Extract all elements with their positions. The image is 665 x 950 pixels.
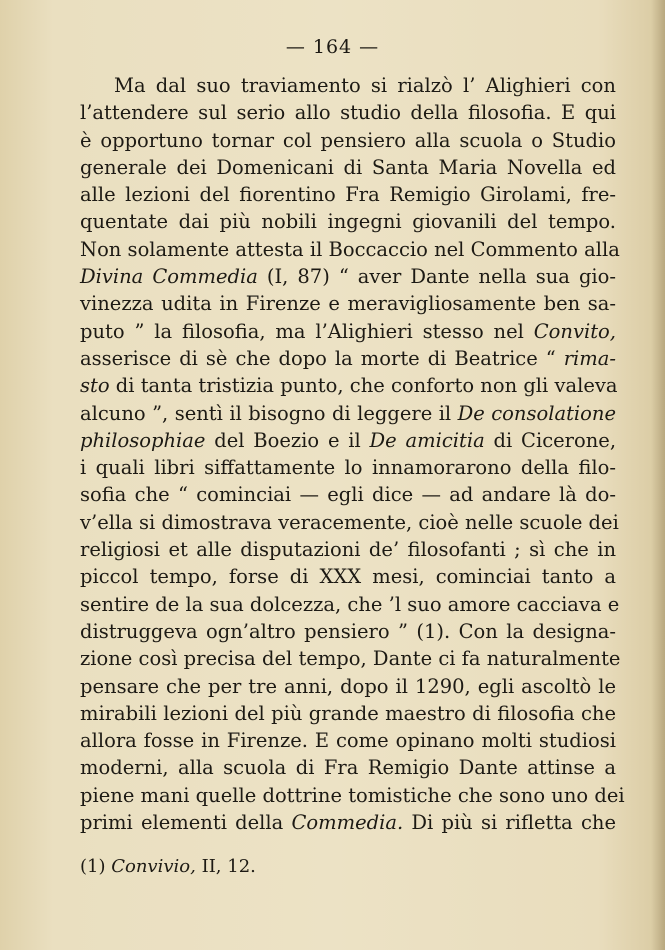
italic-title: Divina Commedia — [80, 265, 258, 289]
italic-title: philosophiae — [80, 428, 206, 452]
text-line: è opportuno tornar col pensiero alla scuola o Studio — [80, 128, 616, 152]
italic-title: De amicitia — [369, 428, 485, 452]
text-line: puto ” la filosofia, ma l’Alighieri stesso nel Convito, — [80, 319, 616, 343]
text-line: i quali libri siffattamente lo innamorarono della filo- — [80, 456, 616, 480]
footnote-source: Convivio, — [111, 856, 196, 877]
italic-quote: sto — [80, 374, 110, 398]
text-line: allora fosse in Firenze. E come opinano molti studiosi — [80, 729, 616, 753]
page-number: — 164 — — [285, 36, 380, 58]
text-line: religiosi et alle disputazioni de’ filosofanti ; sì che in — [80, 538, 616, 562]
italic-title: De consolatione — [457, 401, 616, 425]
text-line: Ma dal suo traviamento si rialzò l’ Alighieri con — [114, 74, 616, 97]
text-line: sofia che “ cominciai — egli dice — ad andare là do- — [80, 483, 616, 507]
text-line: pensare che per tre anni, dopo il 1290, egli ascoltò le — [80, 674, 616, 698]
italic-title: Commedia. — [291, 811, 404, 835]
footnote — [80, 856, 616, 877]
text-line: mirabili lezioni del più grande maestro di filosofia che — [80, 701, 616, 725]
text-line: primi elementi della Commedia. Di più si rifletta che — [80, 811, 617, 835]
text-line: alle lezioni del fiorentino Fra Remigio Girolami, fre- — [80, 183, 616, 207]
text-line: sentire de la sua dolcezza, che ’l suo amore cacciava e — [80, 592, 620, 616]
text-line: moderni, alla scuola di Fra Remigio Dante attinse a — [80, 756, 616, 780]
text-line: Non solamente attesta il Boccaccio nel Commento alla — [80, 237, 620, 261]
italic-title: Convito, — [533, 319, 616, 343]
text-line: distruggeva ogn’altro pensiero ” (1). Con la designa- — [80, 619, 616, 643]
text-line: quentate dai più nobili ingegni giovanili del tempo. — [80, 210, 616, 234]
text-line: vinezza udita in Firenze e meravigliosamente ben sa- — [80, 292, 616, 316]
text-line: sto di tanta tristizia punto, che conforto non gli valeva — [80, 374, 618, 398]
text-line: l’attendere sul serio allo studio della filosofia. E qui — [80, 101, 616, 125]
page-edge-shadow — [651, 0, 665, 950]
text-line: Divina Commedia (I, 87) “ aver Dante nella sua gio- — [80, 265, 616, 289]
text-line: v’ella si dimostrava veracemente, cioè nelle scuole dei — [80, 510, 619, 534]
italic-quote: rima- — [563, 346, 616, 370]
text-line: asserisce di sè che dopo la morte di Beatrice “ rima- — [80, 346, 616, 370]
text-line: zione così precisa del tempo, Dante ci fa naturalmente — [80, 647, 621, 671]
main-text — [80, 72, 625, 836]
text-line: alcuno ”, sentì il bisogno di leggere il De consolatione — [80, 401, 616, 425]
footnote-marker: (1) — [80, 856, 106, 877]
text-line: philosophiae del Boezio e il De amicitia di Cicerone, — [80, 428, 617, 452]
text-line: piccol tempo, forse di XXX mesi, cominciai tanto a — [80, 565, 616, 589]
footnote-ref: II, 12. — [195, 856, 256, 877]
text-line: piene mani quelle dottrine tomistiche che sono uno dei — [80, 783, 625, 807]
text-line: generale dei Domenicani di Santa Maria Novella ed — [80, 155, 616, 179]
